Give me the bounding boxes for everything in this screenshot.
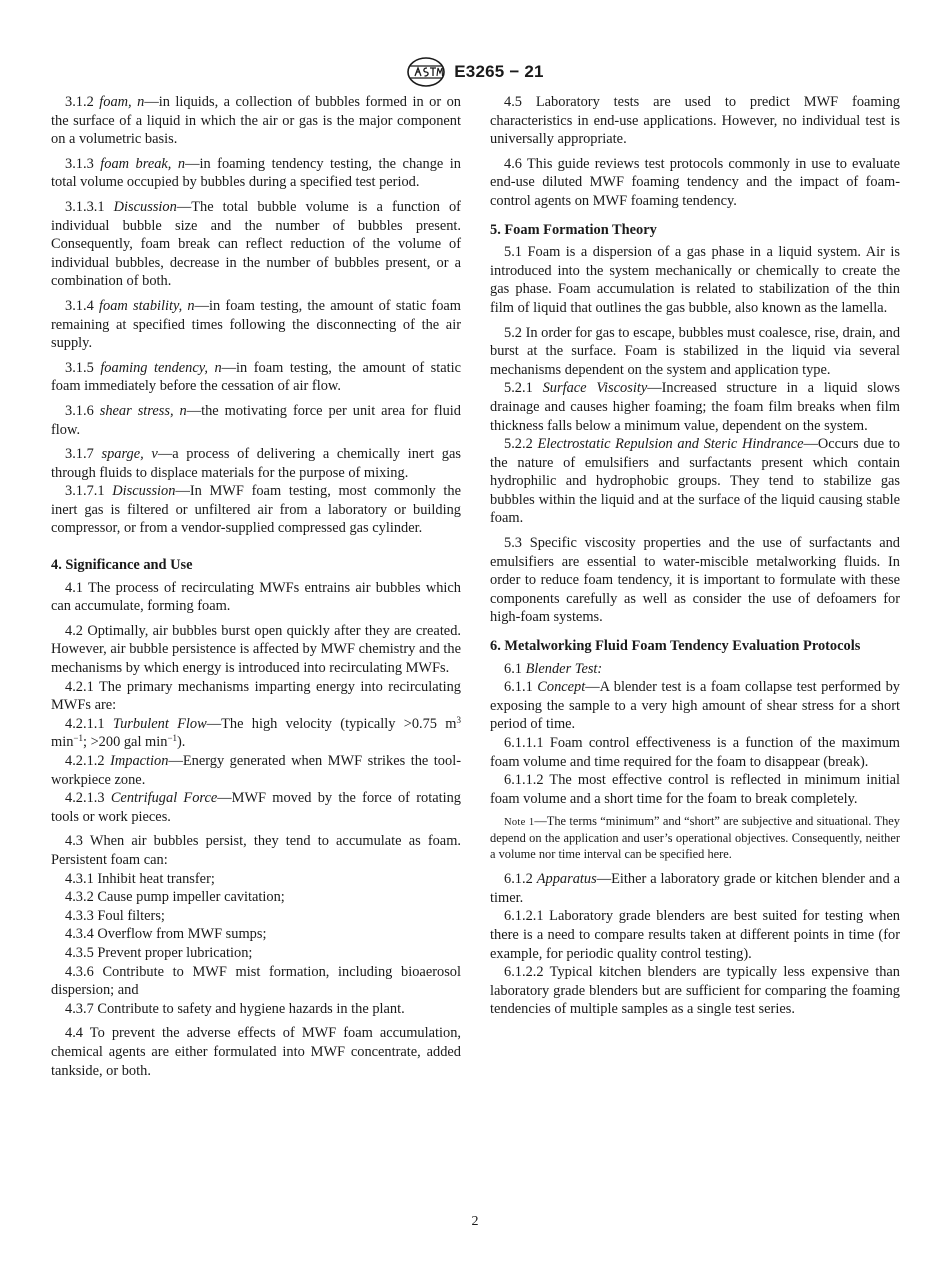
page-header	[0, 56, 950, 88]
section-heading-5: 5. Foam Formation Theory	[490, 221, 657, 238]
definition-3-1-5: 3.1.5 foaming tendency, n—in foam testing, the amount of static foam immediately before the cessation of air flow.	[51, 359, 461, 395]
definition-3-1-3: 3.1.3 foam break, n—in foaming tendency testing, the change in total volume occupied by bubbles during a specified test period.	[51, 155, 461, 191]
paragraph-4-1: 4.1 The process of recirculating MWFs entrains air bubbles which can accumulate, forming foam.	[51, 579, 461, 615]
discussion-3-1-3-1: 3.1.3.1 Discussion—The total bubble volume is a function of individual bubble size and the number of bubbles present. Consequently, foam break can reflect reduction of the volume of individual bubbles, decrease in the number of bubbles present, or a combination of both.	[51, 198, 461, 290]
note-1: Note 1—The terms “minimum” and “short” are subjective and situational. They depend on the application and user’s operational objectives. Consequently, neither a volume nor time interval can be specified here.	[490, 814, 900, 861]
definition-3-1-7: 3.1.7 sparge, v—a process of delivering a chemically inert gas through fluids to displace materials for the purpose of mixing.	[51, 446, 461, 481]
list-item: 4.3.5 Prevent proper lubrication;	[65, 944, 253, 961]
discussion-3-1-7-1: 3.1.7.1 Discussion—In MWF foam testing, most commonly the inert gas is filtered or unfiltered air from a laboratory or building compressor, or from a vendor-supplied compressed gas cylinder.	[51, 483, 461, 537]
paragraph-5-2: 5.2 In order for gas to escape, bubbles must coalesce, rise, drain, and burst at the surface. Foam is stabilized in the liquid via several mechanisms dependent on the system and application type.	[490, 324, 901, 378]
paragraph-6-1-2: 6.1.2 Apparatus—Either a laboratory grade or kitchen blender and a timer.	[490, 871, 900, 906]
paragraph-4-2: 4.2 Optimally, air bubbles burst open quickly after they are created. However, air bubble persistence is affected by MWF chemistry and the mechanisms by which energy is introduced into recirculating MWFs.	[51, 622, 461, 677]
definition-3-1-2: 3.1.2 foam, n—in liquids, a collection of bubbles formed in or on the surface of a liquid in which the air or gas is the major component on a volumetric basis.	[51, 94, 461, 148]
section-heading-4: 4. Significance and Use	[51, 557, 193, 574]
list-item: 4.3.1 Inhibit heat transfer;	[65, 870, 215, 887]
paragraph-6-1-1-2: 6.1.1.2 The most effective control is reflected in minimum initial foam volume and a short time for the foam to break completely.	[490, 772, 900, 807]
list-item: 4.3.4 Overflow from MWF sumps;	[65, 926, 267, 943]
paragraph-6-1-1-1: 6.1.1.1 Foam control effectiveness is a function of the maximum foam volume and time required for the foam to disappear (break).	[490, 735, 900, 770]
definition-3-1-6: 3.1.6 shear stress, n—the motivating force per unit area for fluid flow.	[51, 402, 461, 438]
paragraph-4-6: 4.6 This guide reviews test protocols commonly in use to evaluate end-use diluted MWF foaming tendency and the impact of foam-control agents on MWF foaming tendency.	[490, 155, 900, 209]
paragraph-4-3: 4.3 When air bubbles persist, they tend to accumulate as foam. Persistent foam can:	[51, 833, 461, 868]
paragraph-4-2-1: 4.2.1 The primary mechanisms imparting energy into recirculating MWFs are:	[51, 678, 461, 714]
paragraph-5-3: 5.3 Specific viscosity properties and the use of surfactants and emulsifiers are essential to water-miscible metalworking fluids. In order to reduce foam tendency, it is important to formulate with these components carefully as well as consider the use of defoamers for high-foam systems.	[490, 535, 900, 626]
list-item: 4.3.3 Foul filters;	[65, 907, 165, 924]
astm-logo	[406, 56, 446, 88]
paragraph-6-1-2-1: 6.1.2.1 Laboratory grade blenders are best suited for testing when there is a need to compare results taken at different points in time (for example, for periodic quality control testing).	[490, 908, 900, 962]
section-heading-6: 6. Metalworking Fluid Foam Tendency Evaluation Protocols	[490, 638, 861, 655]
paragraph-4-4: 4.4 To prevent the adverse effects of MWF foam accumulation, chemical agents are either formulated into MWF concentrate, added tankside, or both.	[51, 1025, 461, 1079]
paragraph-5-2-1: 5.2.1 Surface Viscosity—Increased structure in a liquid slows drainage and causes higher foaming; the foam film breaks when film thickness falls below a minimum value, dependent on the system.	[490, 380, 900, 434]
paragraph-5-1: 5.1 Foam is a dispersion of a gas phase in a liquid system. Air is introduced into the system mechanically or chemically to create the gas phase. Foam accumulation is related to stabilization of the thin film of liquid that outlines the gas bubble, also known as the lamella.	[490, 244, 900, 316]
list-item: 4.3.6 Contribute to MWF mist formation, including bioaerosol dispersion; and	[51, 963, 461, 999]
paragraph-6-1: 6.1 Blender Test:	[504, 660, 603, 677]
paragraph-4-2-1-1: 4.2.1.1 Turbulent Flow—The high velocity (typically >0.75 $m^3$ $\min^{-1}$; >200 gal $\min^{-1}$).	[51, 714, 461, 751]
paragraph-6-1-2-2: 6.1.2.2 Typical kitchen blenders are typically less expensive than laboratory grade blenders but are sufficient for comparing the foaming tendencies of multiple samples as a single test series.	[490, 964, 900, 1018]
paragraph-4-2-1-3: 4.2.1.3 Centrifugal Force—MWF moved by the force of rotating tools or work pieces.	[51, 790, 461, 825]
definition-3-1-4: 3.1.4 foam stability, n—in foam testing, the amount of static foam remaining at specified times following the disconnecting of the air supply.	[51, 297, 461, 352]
paragraph-4-2-1-2: 4.2.1.2 Impaction—Energy generated when MWF strikes the tool-workpiece zone.	[51, 753, 461, 788]
paragraph-4-5: 4.5 Laboratory tests are used to predict MWF foaming characteristics in end-use applications. However, no individual test is universally appropriate.	[490, 94, 900, 148]
list-item: 4.3.7 Contribute to safety and hygiene hazards in the plant.	[65, 1000, 405, 1017]
paragraph-6-1-1: 6.1.1 Concept—A blender test is a foam collapse test performed by exposing the sample to a very high amount of shear stress for a short period of time.	[490, 679, 900, 733]
right-column	[490, 93, 900, 1019]
left-column	[51, 93, 461, 1086]
list-item: 4.3.2 Cause pump impeller cavitation;	[65, 889, 285, 906]
paragraph-5-2-2: 5.2.2 Electrostatic Repulsion and Steric Hindrance—Occurs due to the nature of emulsifiers and surfactants present which contain hydrophilic and hydrophobic groups. They tend to stabilize gas bubbles within the liquid and at the surface of the liquid causing stable foam.	[490, 436, 900, 527]
page-number: 2	[471, 1214, 479, 1229]
document-id: E3265 − 21	[454, 62, 544, 81]
